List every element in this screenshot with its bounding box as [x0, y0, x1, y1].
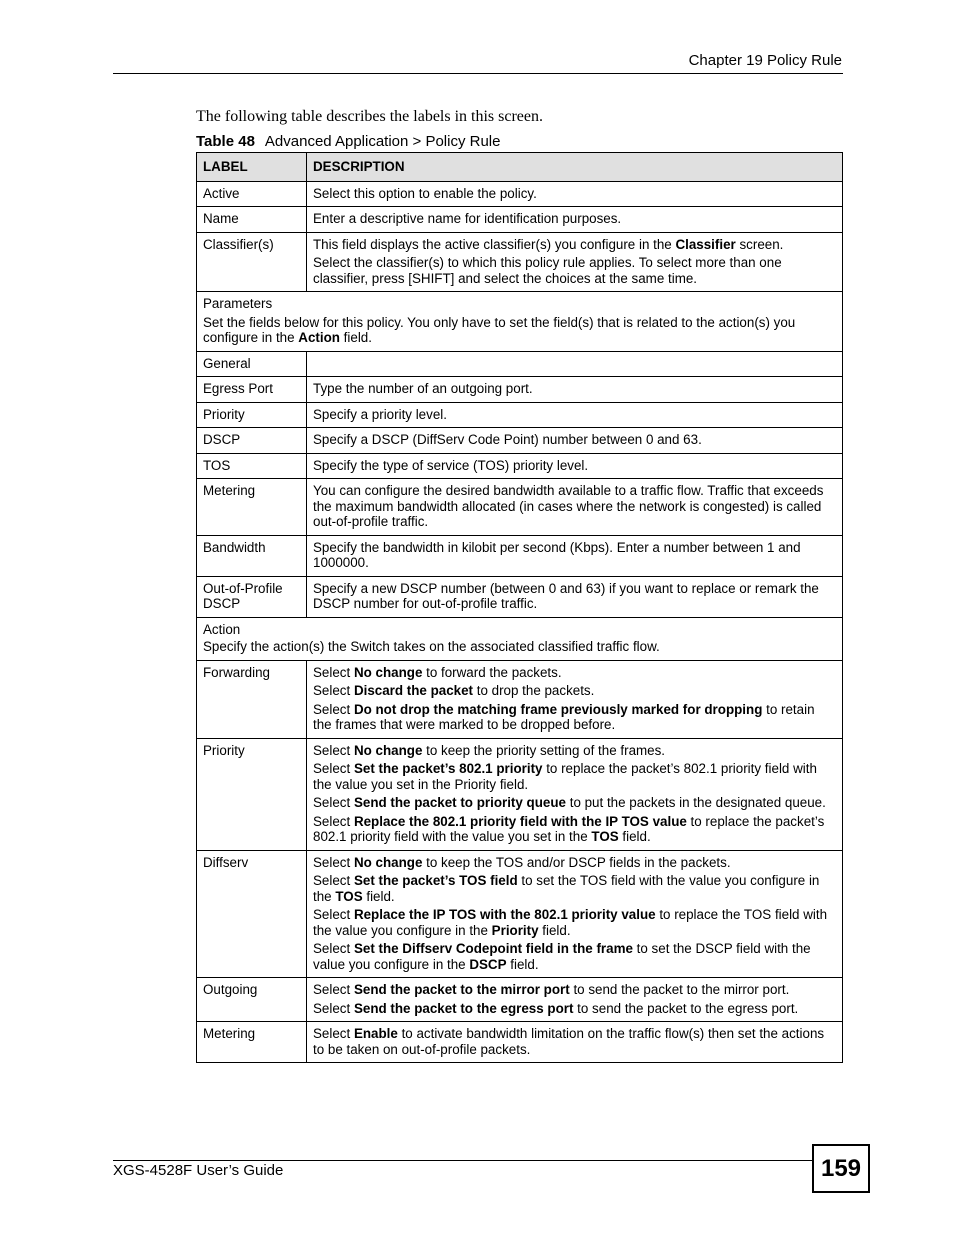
description-cell: [307, 351, 843, 377]
description-paragraph: [313, 982, 836, 998]
table-row: [197, 978, 843, 1022]
text-run: Specify the action(s) the Switch takes on the associated classified traffic flow.: [203, 639, 660, 654]
bold-text: Replace the IP TOS with the 802.1 priority value: [353, 907, 656, 922]
description-paragraph: [313, 1001, 836, 1017]
description-cell: [307, 402, 843, 428]
text-run: to drop the packets.: [473, 683, 595, 698]
description-column-header: DESCRIPTION: [307, 153, 843, 182]
text-run: to replace the packet’s 802.1 priority field with the value you set in the: [313, 813, 825, 844]
bold-text: Enable: [353, 1026, 398, 1041]
label-column-header: LABEL: [197, 153, 307, 182]
table-row: [197, 453, 843, 479]
label-cell: Forwarding: [197, 660, 307, 738]
text-run: to keep the TOS and/or DSCP fields in the packets.: [422, 854, 731, 870]
table-row: [197, 535, 843, 576]
label-cell: Outgoing: [197, 978, 307, 1022]
text-run: Select this option to enable the policy.: [313, 185, 537, 201]
text-run: Specify a DSCP (DiffServ Code Point) number between 0 and 63.: [313, 432, 702, 447]
table-row: [197, 402, 843, 428]
table-body: [197, 181, 843, 1063]
table-row: [197, 738, 843, 850]
description-paragraph: [313, 381, 836, 397]
text-run: Select: [313, 742, 354, 758]
text-run: Specify the bandwidth in kilobit per second (Kbps). Enter a number between 1 and 1000000.: [313, 539, 801, 570]
table-row: [197, 377, 843, 403]
description-cell: [307, 377, 843, 403]
bold-text: Priority: [491, 922, 539, 938]
bold-text: TOS: [591, 829, 619, 844]
description-cell: [307, 181, 843, 207]
text-run: field.: [339, 330, 372, 345]
text-run: Select: [313, 1000, 354, 1016]
bold-text: Do not drop the matching frame previously marked for dropping: [353, 701, 763, 717]
text-run: Select: [313, 873, 354, 888]
bold-text: Send the packet to the mirror port: [353, 982, 570, 997]
table-row: [197, 181, 843, 207]
policy-rule-table: [196, 152, 843, 1063]
bold-text: Action: [298, 330, 340, 345]
table-row: [197, 207, 843, 233]
text-run: Type the number of an outgoing port.: [313, 381, 533, 396]
text-run: to send the packet to the mirror port.: [569, 982, 790, 997]
label-cell: Priority: [197, 738, 307, 850]
table-row: [197, 1022, 843, 1063]
description-cell: [307, 428, 843, 454]
bold-text: Set the Diffserv Codepoint field in the frame: [353, 941, 633, 956]
text-run: This field displays the active classifier(s) you configure in the: [313, 236, 676, 252]
bold-text: No change: [353, 742, 423, 758]
description-paragraph: [313, 540, 836, 571]
description-cell: [307, 660, 843, 738]
chapter-header: Chapter 19 Policy Rule: [688, 52, 842, 69]
text-run: Specify the type of service (TOS) priority level.: [313, 457, 589, 473]
description-paragraph: [203, 296, 836, 312]
text-run: Parameters: [203, 296, 273, 311]
description-paragraph: [313, 702, 836, 733]
bold-text: Set the packet’s TOS field: [353, 873, 518, 888]
table-row: [197, 351, 843, 377]
text-run: Select: [313, 854, 354, 870]
bold-text: Send the packet to the egress port: [353, 1000, 574, 1016]
description-paragraph: [313, 873, 836, 904]
description-paragraph: [203, 639, 836, 655]
text-run: Select: [313, 664, 354, 680]
text-run: field.: [506, 956, 539, 972]
section-cell: [197, 617, 843, 660]
description-paragraph: [313, 743, 836, 759]
text-run: Select: [313, 813, 354, 829]
description-paragraph: [313, 432, 836, 448]
description-cell: [307, 453, 843, 479]
text-run: to activate bandwidth limitation on the traffic flow(s) then set the actions to be taken on out-of-profile packets.: [313, 1026, 825, 1057]
description-cell: [307, 232, 843, 292]
table-row: [197, 576, 843, 617]
text-run: Specify a priority level.: [313, 406, 447, 422]
text-run: screen.: [735, 236, 784, 252]
text-run: field.: [618, 829, 651, 844]
table-row: [197, 850, 843, 978]
text-run: to set the DSCP field with the value you configure in the: [313, 941, 811, 972]
description-cell: [307, 738, 843, 850]
description-cell: [307, 207, 843, 233]
table-row: [197, 292, 843, 352]
text-run: Select: [313, 761, 354, 776]
table-row: [197, 479, 843, 536]
bold-text: Send the packet to priority queue: [353, 795, 566, 810]
text-run: to retain the frames that were marked to be dropped before.: [313, 701, 815, 732]
description-paragraph: [313, 795, 836, 811]
label-cell: Priority: [197, 402, 307, 428]
description-cell: [307, 978, 843, 1022]
description-paragraph: [313, 665, 836, 681]
description-paragraph: [313, 814, 836, 845]
footer-divider: [113, 1160, 813, 1161]
text-run: field.: [538, 922, 571, 938]
table-caption: [196, 133, 500, 150]
text-run: field.: [362, 888, 395, 904]
label-cell: General: [197, 351, 307, 377]
table-row: [197, 617, 843, 660]
label-cell: Metering: [197, 479, 307, 536]
bold-text: TOS: [335, 888, 363, 904]
label-cell: Diffserv: [197, 850, 307, 978]
text-run: to set the TOS field with the value you configure in the: [313, 873, 820, 904]
description-paragraph: [313, 761, 836, 792]
description-paragraph: [313, 941, 836, 972]
description-paragraph: [313, 237, 836, 253]
description-paragraph: [313, 483, 836, 530]
bold-text: DSCP: [469, 956, 507, 972]
text-run: You can configure the desired bandwidth available to a traffic flow. Traffic that exceeds the maximum bandwidth allocated (in cases where the network is congested) is called out-of-profile traffic.: [313, 483, 824, 529]
text-run: Select: [313, 941, 354, 956]
bold-text: Replace the 802.1 priority field with the IP TOS value: [353, 813, 687, 829]
text-run: Select: [313, 683, 354, 698]
bold-text: No change: [353, 854, 423, 870]
table-row: [197, 660, 843, 738]
text-run: Set the fields below for this policy. You only have to set the field(s) that is related to the action(s) you configure in the: [203, 314, 796, 345]
description-cell: [307, 576, 843, 617]
text-run: to replace the packet’s 802.1 priority field with the value you set in the Priority field.: [313, 761, 817, 792]
section-cell: [197, 292, 843, 352]
text-run: to send the packet to the egress port.: [573, 1000, 799, 1016]
intro-text: The following table describes the labels in this screen.: [196, 108, 544, 125]
bold-text: Classifier: [675, 236, 736, 252]
label-cell: Egress Port: [197, 377, 307, 403]
text-run: Select: [313, 701, 354, 717]
page-number: 159: [812, 1144, 870, 1193]
description-paragraph: [313, 458, 836, 474]
bold-text: Set the packet’s 802.1 priority: [353, 761, 543, 776]
text-run: Action: [203, 621, 241, 637]
description-paragraph: [313, 407, 836, 423]
text-run: Select the classifier(s) to which this policy rule applies. To select more than one classifier, press [SHIFT] and select the choices at the same time.: [313, 255, 782, 286]
description-paragraph: [313, 907, 836, 938]
text-run: Select: [313, 982, 354, 997]
description-paragraph: [313, 855, 836, 871]
text-run: Select: [313, 1026, 354, 1041]
description-paragraph: [313, 683, 836, 699]
bold-text: Discard the packet: [353, 683, 474, 698]
description-paragraph: [203, 315, 836, 346]
text-run: Specify a new DSCP number (between 0 and 63) if you want to replace or remark the DSCP number for out-of-profile traffic.: [313, 580, 819, 611]
description-cell: [307, 479, 843, 536]
bold-text: No change: [353, 664, 423, 680]
description-paragraph: [203, 622, 836, 638]
label-cell: Metering: [197, 1022, 307, 1063]
table-row: [197, 232, 843, 292]
text-run: Enter a descriptive name for identification purposes.: [313, 211, 622, 226]
table-number: Table 48: [196, 133, 255, 150]
guide-title: XGS-4528F User’s Guide: [113, 1162, 284, 1179]
table-header-row: [197, 153, 843, 182]
text-run: to forward the packets.: [422, 664, 562, 680]
text-run: Select: [313, 907, 354, 922]
description-paragraph: [313, 1026, 836, 1057]
label-cell: Classifier(s): [197, 232, 307, 292]
label-cell: Out-of-Profile DSCP: [197, 576, 307, 617]
text-run: to replace the TOS field with the value you configure in the: [313, 907, 828, 938]
label-cell: Active: [197, 181, 307, 207]
description-cell: [307, 1022, 843, 1063]
text-run: to put the packets in the designated queue.: [566, 795, 826, 810]
label-cell: TOS: [197, 453, 307, 479]
description-paragraph: [313, 211, 836, 227]
description-paragraph: [313, 581, 836, 612]
label-cell: DSCP: [197, 428, 307, 454]
text-run: Select: [313, 795, 354, 810]
header-divider: [113, 73, 843, 74]
description-paragraph: [313, 186, 836, 202]
description-cell: [307, 850, 843, 978]
table-title: Advanced Application > Policy Rule: [264, 133, 501, 150]
label-cell: Bandwidth: [197, 535, 307, 576]
label-cell: Name: [197, 207, 307, 233]
description-cell: [307, 535, 843, 576]
description-paragraph: [313, 255, 836, 286]
text-run: to keep the priority setting of the frames.: [422, 742, 666, 758]
table-row: [197, 428, 843, 454]
